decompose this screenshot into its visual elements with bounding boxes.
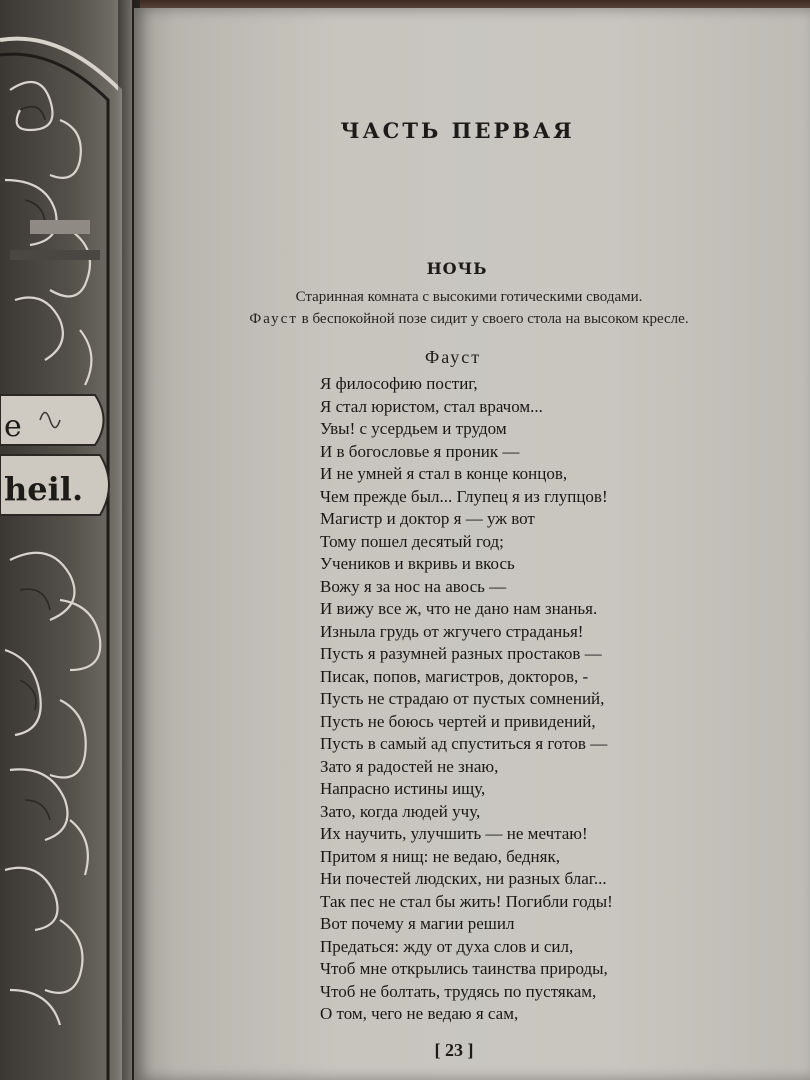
left-page-engraving: [0, 0, 132, 1080]
verse-line: Зато, когда людей учу,: [320, 801, 481, 821]
verse-line: Учеников и вкривь и вкось: [320, 554, 515, 573]
verse-line: Напрасно истины ищу,: [320, 779, 486, 798]
banner-text-1: e: [4, 409, 22, 444]
verse-line: Я стал юристом, стал врачом...: [320, 396, 543, 416]
stage-character-name: Фауст: [249, 311, 298, 327]
verse-line: Пусть я разумней разных простаков —: [320, 644, 602, 663]
verse-line: Я философию постиг,: [320, 374, 478, 393]
verse-line: Ни почестей людских, ни разных благ...: [320, 869, 607, 888]
verse-line: Пусть не боюсь чертей и привидений,: [320, 711, 596, 731]
verse-line: Притом я нищ: не ведаю, бедняк,: [320, 846, 560, 866]
verse-line: Магистр и доктор я — уж вот: [320, 509, 535, 528]
verse-line: И в богословье я проник —: [320, 441, 520, 461]
verse-line: Чем прежде был... Глупец я из глупцов!: [320, 486, 608, 506]
verse-line: О том, чего не ведаю я сам,: [320, 1004, 519, 1023]
verse-line: Тому пошел десятый год;: [320, 531, 504, 551]
verse-line: Зато я радостей не знаю,: [320, 756, 499, 776]
verse-line: Пусть не страдаю от пустых сомнений,: [320, 689, 605, 708]
verse-line: Чтоб не болтать, трудясь по пустякам,: [320, 981, 597, 1001]
verse-block: [320, 373, 613, 1026]
verse-line: Пусть в самый ад спуститься я готов —: [320, 734, 608, 753]
scene-title: НОЧЬ: [426, 259, 488, 278]
verse-line: Вожу я за нос на авось —: [320, 576, 507, 596]
verse-line: И вижу все ж, что не дано нам знанья.: [320, 599, 598, 618]
verse-line: Вот почему я магии решил: [320, 914, 515, 933]
verse-line: И не умней я стал в конце концов,: [320, 464, 568, 483]
verse-line: Увы! с усердьем и трудом: [320, 419, 507, 438]
verse-line: Писак, попов, магистров, докторов, -: [320, 666, 589, 686]
banner-text-2: heil.: [4, 470, 84, 508]
verse-line: Их научить, улучшить — не мечтаю!: [320, 824, 588, 843]
part-title: ЧАСТЬ ПЕРВАЯ: [340, 118, 575, 143]
stage-direction-line-2: [0, 311, 810, 328]
verse-line: Изныла грудь от жгучего страданья!: [320, 621, 584, 641]
page-number: [ 23 ]: [434, 1040, 474, 1060]
book-shape: [30, 220, 90, 234]
verse-line: Предаться: жду от духа слов и сил,: [320, 936, 574, 956]
speaker-name: Фауст: [425, 347, 482, 367]
ornament-illustration: [0, 0, 132, 1080]
stage-direction-rest: в беспокойной позе сидит у своего стола на высоком кресле.: [297, 311, 689, 327]
verse-line: Чтоб мне открылись таинства природы,: [320, 959, 608, 978]
verse-line: Так пес не стал бы жить! Погибли годы!: [320, 891, 613, 911]
arch-frame: [0, 39, 120, 1080]
stage-direction-line-1: Старинная комната с высокими готическими сводами.: [295, 289, 643, 305]
